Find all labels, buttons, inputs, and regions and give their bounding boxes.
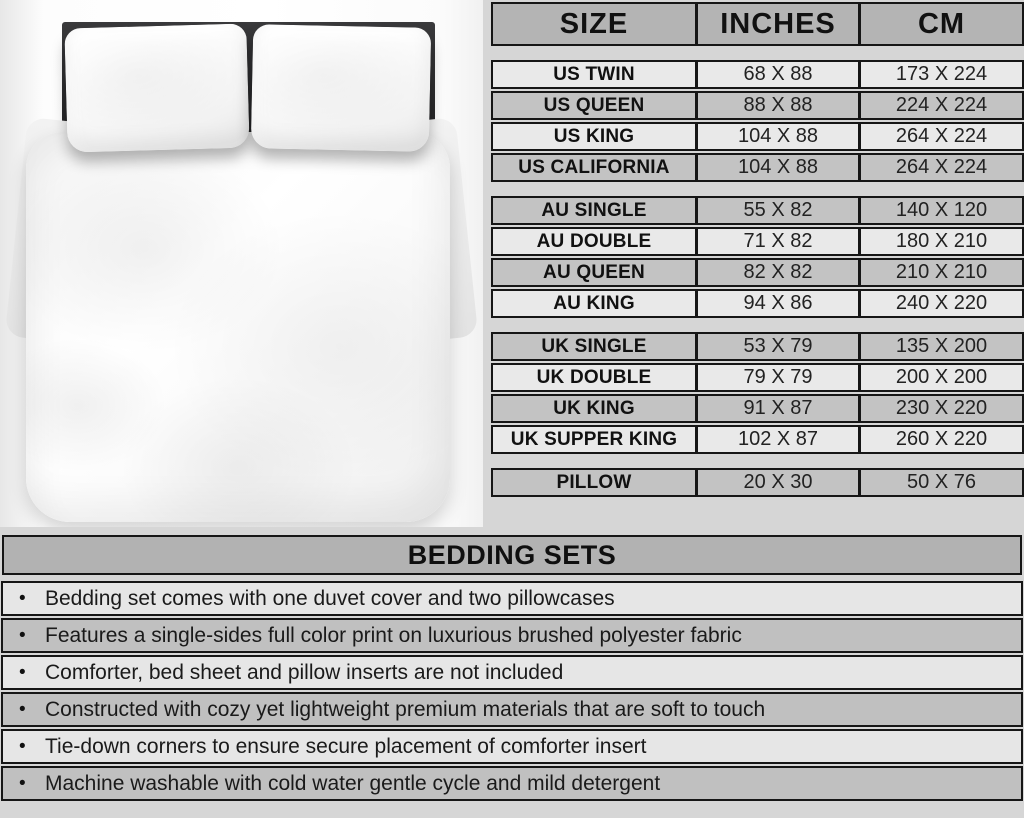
bullet-text: Tie-down corners to ensure secure placement of comforter insert (45, 734, 647, 758)
size-cm: 180 X 210 (858, 229, 1022, 254)
size-cm: 264 X 224 (858, 155, 1022, 180)
bullet-text: Machine washable with cold water gentle cycle and mild detergent (45, 771, 661, 795)
table-row (491, 468, 1024, 497)
size-cm: 200 X 200 (858, 365, 1022, 390)
bullet-text: Constructed with cozy yet lightweight premium materials that are soft to touch (45, 697, 766, 721)
size-cm: 230 X 220 (858, 396, 1022, 421)
size-name: AU DOUBLE (536, 230, 652, 252)
size-group-pillow (491, 468, 1024, 497)
table-row (491, 91, 1024, 120)
size-inches: 104 X 88 (695, 155, 858, 180)
size-cm: 264 X 224 (858, 124, 1022, 149)
table-row (491, 258, 1024, 287)
size-chart-table (491, 2, 1024, 497)
column-header-cm: CM (858, 4, 1022, 44)
size-name: US CALIFORNIA (518, 156, 670, 178)
bullet-icon: • (19, 772, 26, 794)
size-name: PILLOW (556, 471, 632, 493)
size-name: AU SINGLE (541, 199, 647, 221)
table-row (491, 332, 1024, 361)
size-inches: 55 X 82 (695, 198, 858, 223)
table-row (491, 153, 1024, 182)
size-inches: 53 X 79 (695, 334, 858, 359)
size-name: AU QUEEN (543, 261, 645, 283)
bullet-icon: • (19, 624, 26, 646)
size-cm: 140 X 120 (858, 198, 1022, 223)
table-row (491, 196, 1024, 225)
list-item (1, 618, 1023, 653)
table-row (491, 227, 1024, 256)
size-name: US TWIN (553, 63, 635, 85)
list-item (1, 729, 1023, 764)
size-name: UK KING (553, 397, 635, 419)
size-inches: 94 X 86 (695, 291, 858, 316)
section-title: BEDDING SETS (2, 535, 1022, 575)
size-group-us (491, 60, 1024, 182)
size-cm: 173 X 224 (858, 62, 1022, 87)
feature-bullet-list (0, 581, 1024, 801)
bullet-icon: • (19, 735, 26, 757)
size-inches: 71 X 82 (695, 229, 858, 254)
table-row (491, 122, 1024, 151)
list-item (1, 581, 1023, 616)
size-cm: 210 X 210 (858, 260, 1022, 285)
size-inches: 68 X 88 (695, 62, 858, 87)
size-chart-header-row (491, 2, 1024, 46)
size-group-uk (491, 332, 1024, 454)
size-name: UK SUPPER KING (510, 428, 678, 450)
size-cm: 224 X 224 (858, 93, 1022, 118)
column-header-size: SIZE (559, 7, 629, 40)
table-row (491, 289, 1024, 318)
bullet-icon: • (19, 661, 26, 683)
bullet-icon: • (19, 587, 26, 609)
size-inches: 20 X 30 (695, 470, 858, 495)
bedding-sets-info-section (0, 535, 1024, 801)
pillow-right (251, 24, 432, 152)
bullet-text: Bedding set comes with one duvet cover and two pillowcases (45, 586, 615, 610)
bullet-text: Comforter, bed sheet and pillow inserts are not included (45, 660, 564, 684)
size-name: UK DOUBLE (536, 366, 652, 388)
size-name: AU KING (553, 292, 635, 314)
size-name: US QUEEN (543, 94, 645, 116)
list-item (1, 692, 1023, 727)
size-inches: 91 X 87 (695, 396, 858, 421)
table-row (491, 363, 1024, 392)
table-row (491, 425, 1024, 454)
size-inches: 82 X 82 (695, 260, 858, 285)
size-inches: 104 X 88 (695, 124, 858, 149)
size-cm: 260 X 220 (858, 427, 1022, 452)
size-name: US KING (553, 125, 635, 147)
column-header-inches: INCHES (695, 4, 858, 44)
pillow-left (64, 23, 249, 152)
list-item (1, 766, 1023, 801)
bullet-icon: • (19, 698, 26, 720)
size-cm: 135 X 200 (858, 334, 1022, 359)
size-cm: 50 X 76 (858, 470, 1022, 495)
table-row (491, 60, 1024, 89)
size-inches: 79 X 79 (695, 365, 858, 390)
list-item (1, 655, 1023, 690)
size-name: UK SINGLE (541, 335, 647, 357)
size-inches: 102 X 87 (695, 427, 858, 452)
size-group-au (491, 196, 1024, 318)
size-cm: 240 X 220 (858, 291, 1022, 316)
bedding-product-photo (0, 0, 483, 527)
duvet-cover (26, 132, 450, 522)
bullet-text: Features a single-sides full color print on luxurious brushed polyester fabric (45, 623, 742, 647)
size-inches: 88 X 88 (695, 93, 858, 118)
table-row (491, 394, 1024, 423)
